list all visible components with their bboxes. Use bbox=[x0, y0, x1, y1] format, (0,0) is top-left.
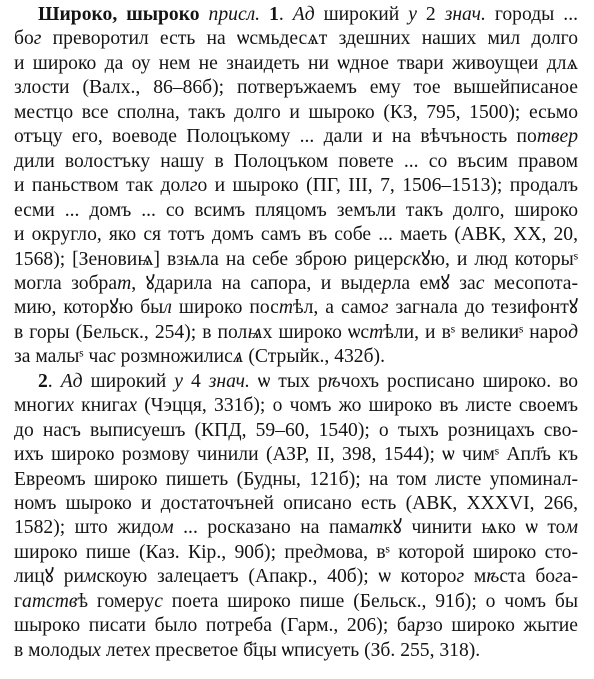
text-segment: Ад bbox=[60, 370, 83, 392]
text-segment: широко пише (Каз. Кір., 90б); пре bbox=[14, 541, 314, 563]
text-segment: мова, вˢ которой широко сто- bbox=[323, 541, 578, 563]
text-segment: ста бо bbox=[499, 566, 556, 588]
text-line bbox=[14, 75, 594, 100]
text-segment: ѧ bbox=[232, 346, 244, 368]
text-segment: чохъ росписано широко. во bbox=[340, 370, 578, 392]
text-segment: . bbox=[278, 4, 293, 25]
text-segment: есми ... домъ ... со всимъ пляцомъ земъли такъ долго, широко bbox=[14, 199, 578, 221]
text-segment: городы ... bbox=[485, 4, 578, 25]
text-segment: лицꙋ ри bbox=[14, 566, 84, 588]
text-segment: о и шыроко (ПГ, III, 7, 1506–1513); продалъ bbox=[197, 175, 579, 197]
text-segment: х bbox=[128, 395, 138, 417]
text-segment: преворотил есть на ѡсмьдесѧт здешних наших мил долго bbox=[41, 28, 578, 50]
text-segment: 4 bbox=[182, 370, 209, 392]
text-segment: с bbox=[107, 346, 116, 368]
text-segment: 1568); [Зеновиѩ] взѩла на себе зброю рицер bbox=[14, 248, 404, 270]
text-segment: зо широко жытие bbox=[425, 615, 578, 637]
text-line bbox=[14, 393, 594, 418]
text-segment: ѣ bbox=[327, 370, 341, 392]
text-segment: х широко ѡс bbox=[262, 321, 370, 343]
text-line bbox=[14, 222, 594, 247]
text-line bbox=[14, 247, 594, 272]
text-segment: а- bbox=[562, 566, 578, 588]
text-segment: Ад bbox=[292, 4, 315, 25]
text-segment: ꙋю, и люд которыˢ bbox=[421, 248, 578, 270]
text-segment: т bbox=[369, 321, 384, 343]
text-segment: номъ шыроко и достаточъней описано есть (АВК, ХХХVI, 266, bbox=[14, 493, 578, 514]
text-line bbox=[14, 173, 594, 198]
text-segment: в молоды bbox=[14, 639, 93, 661]
text-line bbox=[14, 515, 594, 540]
text-segment: (Чэцця, 331б); о чомъ жо широко въ листе своемъ bbox=[137, 395, 578, 417]
text-segment: местцо все сполна, такъ долго и шыроко (КЗ, 795, 1500); есьмо bbox=[14, 101, 578, 123]
text-segment: г bbox=[555, 566, 563, 588]
text-line bbox=[14, 320, 594, 345]
text-line bbox=[14, 51, 594, 76]
text-line bbox=[14, 295, 594, 320]
text-segment: д bbox=[568, 321, 579, 343]
text-segment: мию, которꙋю бы bbox=[14, 297, 164, 319]
text-segment: с bbox=[154, 590, 163, 612]
text-line bbox=[14, 564, 594, 589]
text-segment: ѩ bbox=[247, 321, 263, 343]
text-line bbox=[38, 369, 594, 394]
text-segment: ихъ широко розмову чинили (АЗР, II, 398, 1544); ѡ чимˢ Апл҃ъ къ bbox=[14, 444, 578, 466]
text-segment: (Стрыйк., 432б). bbox=[243, 346, 385, 368]
text-segment: знач. bbox=[444, 4, 486, 25]
text-segment: т bbox=[369, 517, 384, 539]
text-segment bbox=[260, 4, 269, 25]
text-segment: кꙋ чинити ѩко ѡ то bbox=[383, 517, 566, 539]
text-segment: ла емꙋ за bbox=[391, 272, 476, 294]
text-segment: до насъ выписуешъ (КПД, 59–60, 1540); о тыхъ розницахъ свo- bbox=[14, 419, 578, 441]
text-segment: и паньством так дол bbox=[14, 175, 190, 197]
text-line bbox=[14, 589, 594, 614]
text-segment: г bbox=[33, 28, 42, 50]
text-segment: широко пос bbox=[171, 297, 279, 319]
text-segment: скоую залецаетъ (Апакр., 40б); ѡ которо bbox=[96, 566, 457, 588]
text-line bbox=[14, 149, 594, 174]
text-segment: знач. bbox=[208, 370, 250, 392]
text-segment: книга bbox=[73, 395, 129, 417]
text-segment: Широко, шыроко bbox=[38, 4, 209, 25]
text-segment: за малыˢ ча bbox=[14, 346, 108, 368]
text-segment: лете bbox=[100, 639, 142, 661]
text-line bbox=[14, 26, 594, 51]
text-segment: 2 bbox=[38, 370, 48, 392]
text-segment: у bbox=[174, 370, 183, 392]
text-segment: г bbox=[14, 590, 23, 612]
text-segment: х bbox=[141, 639, 151, 661]
text-segment: ѣли, и вˢ великиˢ наро bbox=[383, 321, 569, 343]
text-line bbox=[14, 442, 594, 467]
text-segment: отъцу его, воеводе Полоцъкому ... дали и на вѣчъность по bbox=[14, 126, 537, 148]
text-segment: присл. bbox=[208, 4, 261, 25]
text-segment: и округло, яко ся тотъ домъ самъ въ собе ... маеть (АВК, ХХ, 20, bbox=[14, 224, 578, 246]
text-segment: г bbox=[456, 566, 465, 588]
text-segment: л bbox=[163, 297, 172, 319]
text-line bbox=[14, 344, 594, 369]
text-segment: дили волостъку нашу в Полоцъком повете ... со въсим правом bbox=[14, 150, 578, 172]
text-segment: р bbox=[415, 615, 426, 637]
text-segment: , ꙋдарила на сапора, и выде bbox=[131, 272, 382, 294]
text-segment: ск bbox=[403, 248, 422, 270]
text-line bbox=[14, 100, 594, 125]
text-segment: бо bbox=[14, 28, 34, 50]
text-segment: могла зобра bbox=[14, 272, 118, 294]
text-segment: твер bbox=[536, 126, 578, 148]
text-segment: розмножилис bbox=[115, 346, 233, 368]
text-segment: ѣ гомеру bbox=[77, 590, 155, 612]
text-line bbox=[14, 540, 594, 565]
text-line bbox=[14, 467, 594, 492]
text-segment: с bbox=[475, 272, 485, 294]
text-segment: загнала до тезифонтꙋ bbox=[388, 297, 579, 319]
text-segment: широкий bbox=[314, 4, 409, 25]
text-segment: пресветое б҃цы ѡписуеть (Зб. 255, 318). bbox=[150, 639, 481, 661]
text-segment: злости (Валх., 86–86б); потверъжаемъ ему тое вышейписаное bbox=[14, 77, 578, 99]
text-line bbox=[38, 2, 594, 27]
text-segment: поета широко пише (Бельск., 91б); о чомъ бы bbox=[162, 590, 578, 612]
text-segment: 2 bbox=[416, 4, 445, 25]
text-line bbox=[14, 418, 594, 443]
text-segment: м bbox=[84, 566, 97, 588]
text-segment: ... росказано на пама bbox=[173, 517, 370, 539]
text-segment: м bbox=[161, 517, 174, 539]
text-line bbox=[14, 198, 594, 223]
text-segment: атств bbox=[22, 590, 78, 612]
text-segment: многи bbox=[14, 395, 66, 417]
text-segment: Евреомъ широко пишеть (Будны, 121б); на том листе упоминал- bbox=[14, 468, 578, 490]
text-segment: г bbox=[189, 175, 198, 197]
text-segment: . bbox=[47, 370, 61, 392]
text-segment: у bbox=[408, 4, 417, 25]
text-segment: ѣ bbox=[486, 566, 500, 588]
text-segment: 1582); што жидо bbox=[14, 517, 162, 539]
text-segment: 1 bbox=[269, 4, 279, 25]
text-segment: месопота- bbox=[484, 272, 579, 294]
text-segment: шыроко писати было потреба (Гарм., 206); ба bbox=[14, 615, 416, 637]
text-segment: д bbox=[313, 541, 324, 563]
text-segment: широкий bbox=[82, 370, 175, 392]
text-line bbox=[14, 638, 594, 663]
text-line bbox=[14, 613, 594, 638]
text-line bbox=[14, 124, 594, 149]
text-line bbox=[14, 491, 594, 516]
text-segment: х bbox=[65, 395, 74, 417]
text-line bbox=[14, 271, 594, 296]
text-segment: ѣл, а само bbox=[293, 297, 381, 319]
text-segment: х bbox=[92, 639, 101, 661]
text-segment: р bbox=[381, 272, 392, 294]
text-segment: г bbox=[380, 297, 389, 319]
text-segment: и широко да оу нем не знаидеть ни ѡдное твари живоущеи длѧ bbox=[14, 52, 578, 74]
text-segment: ѡ тых р bbox=[249, 370, 328, 392]
text-segment: т bbox=[278, 297, 293, 319]
text-segment: м bbox=[464, 566, 487, 588]
text-segment: т bbox=[117, 272, 132, 294]
text-segment: м bbox=[565, 517, 578, 539]
text-segment: в горы (Бельск., 254); в пол bbox=[14, 321, 248, 343]
